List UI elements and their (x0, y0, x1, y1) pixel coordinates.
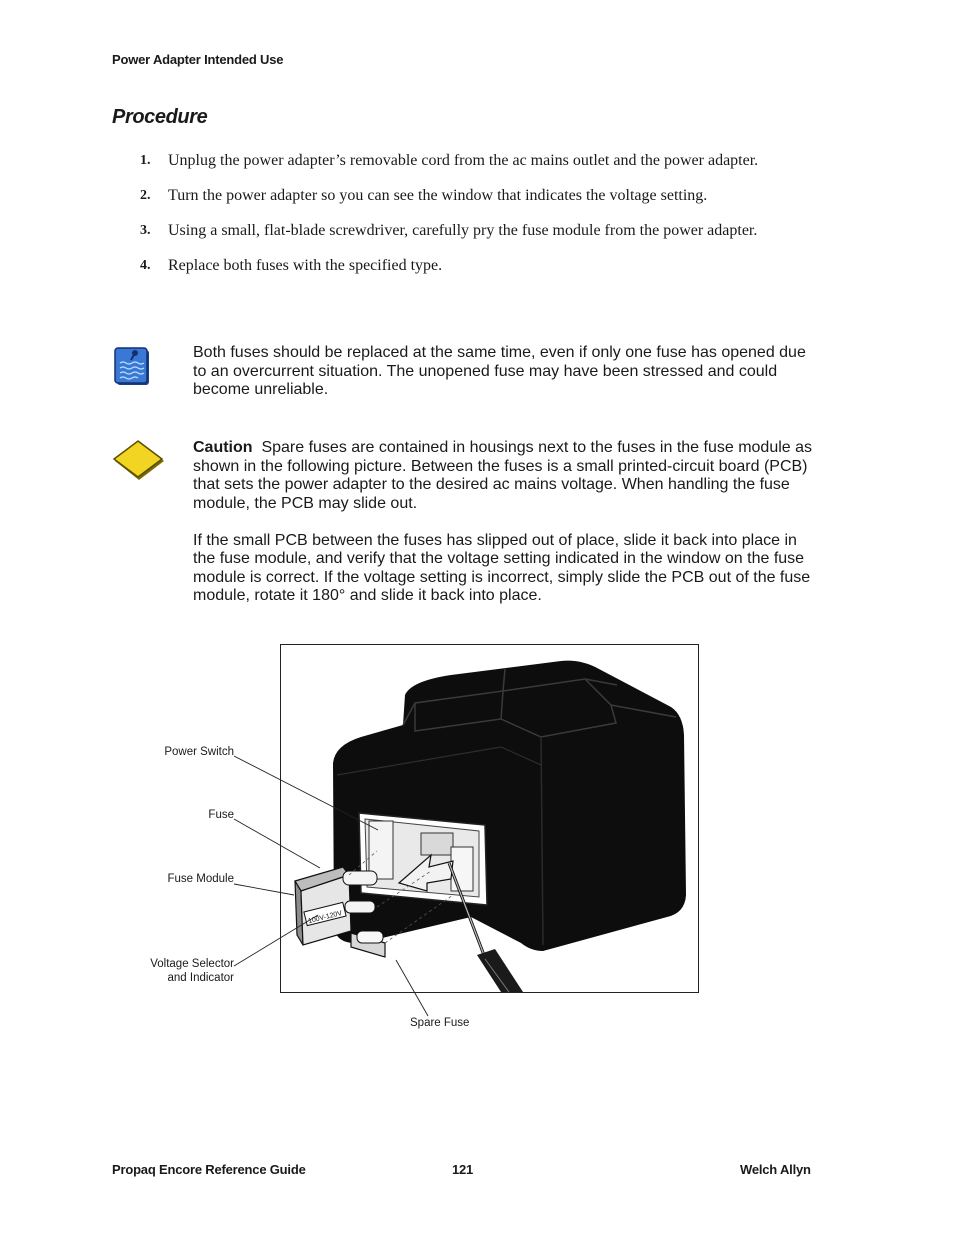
step-number: 3. (140, 223, 151, 238)
note-text: Both fuses should be replaced at the same time, even if only one fuse has opened due to an overcurrent situation. The unopened fuse may have been stressed and could become unreliable. (193, 344, 806, 398)
callout-power-switch: Power Switch (164, 746, 234, 758)
caution-label: Caution (193, 439, 253, 456)
callout-fuse-module: Fuse Module (167, 873, 234, 885)
step-text: Replace both fuses with the specified type. (168, 257, 443, 274)
caution-paragraph-2: If the small PCB between the fuses has slipped out of place, slide it back into place in the fuse module, and verify that the voltage setting indicated in the window on the fuse module is correct. If the voltage setting is incorrect, simply slide the PCB out of the fuse module, rotate it 180° and slide it back into place. (193, 531, 811, 604)
step-text: Turn the power adapter so you can see the window that indicates the voltage setting. (168, 187, 708, 204)
callout-voltage-selector-line2: and Indicator (167, 972, 234, 984)
footer-page-number: 121 (452, 1162, 474, 1177)
footer-company: Welch Allyn (740, 1162, 811, 1177)
callout-voltage-selector (120, 957, 234, 985)
section-title: Procedure (112, 106, 208, 128)
footer-guide-title: Propaq Encore Reference Guide (112, 1162, 306, 1177)
callout-voltage-selector-line1: Voltage Selector (150, 958, 234, 970)
step-text: Unplug the power adapter’s removable cord from the ac mains outlet and the power adapter. (168, 152, 759, 169)
callout-fuse: Fuse (208, 809, 234, 821)
running-header: Power Adapter Intended Use (112, 52, 284, 67)
step-number: 4. (140, 258, 151, 273)
caution-paragraph-1-text: Spare fuses are contained in housings next to the fuses in the fuse module as shown in the following picture. Between the fuses is a small printed-circuit board (PCB) that sets the power adapter to the desired ac mains voltage. When handling the fuse module, the PCB may slide out. (193, 439, 813, 512)
voltage-window-text: 100V-120V (307, 909, 343, 926)
step-text: Using a small, flat-blade screwdriver, carefully pry the fuse module from the power adapter. (168, 222, 758, 239)
callout-spare-fuse: Spare Fuse (410, 1017, 470, 1029)
step-number: 1. (140, 153, 151, 168)
step-number: 2. (140, 188, 151, 203)
